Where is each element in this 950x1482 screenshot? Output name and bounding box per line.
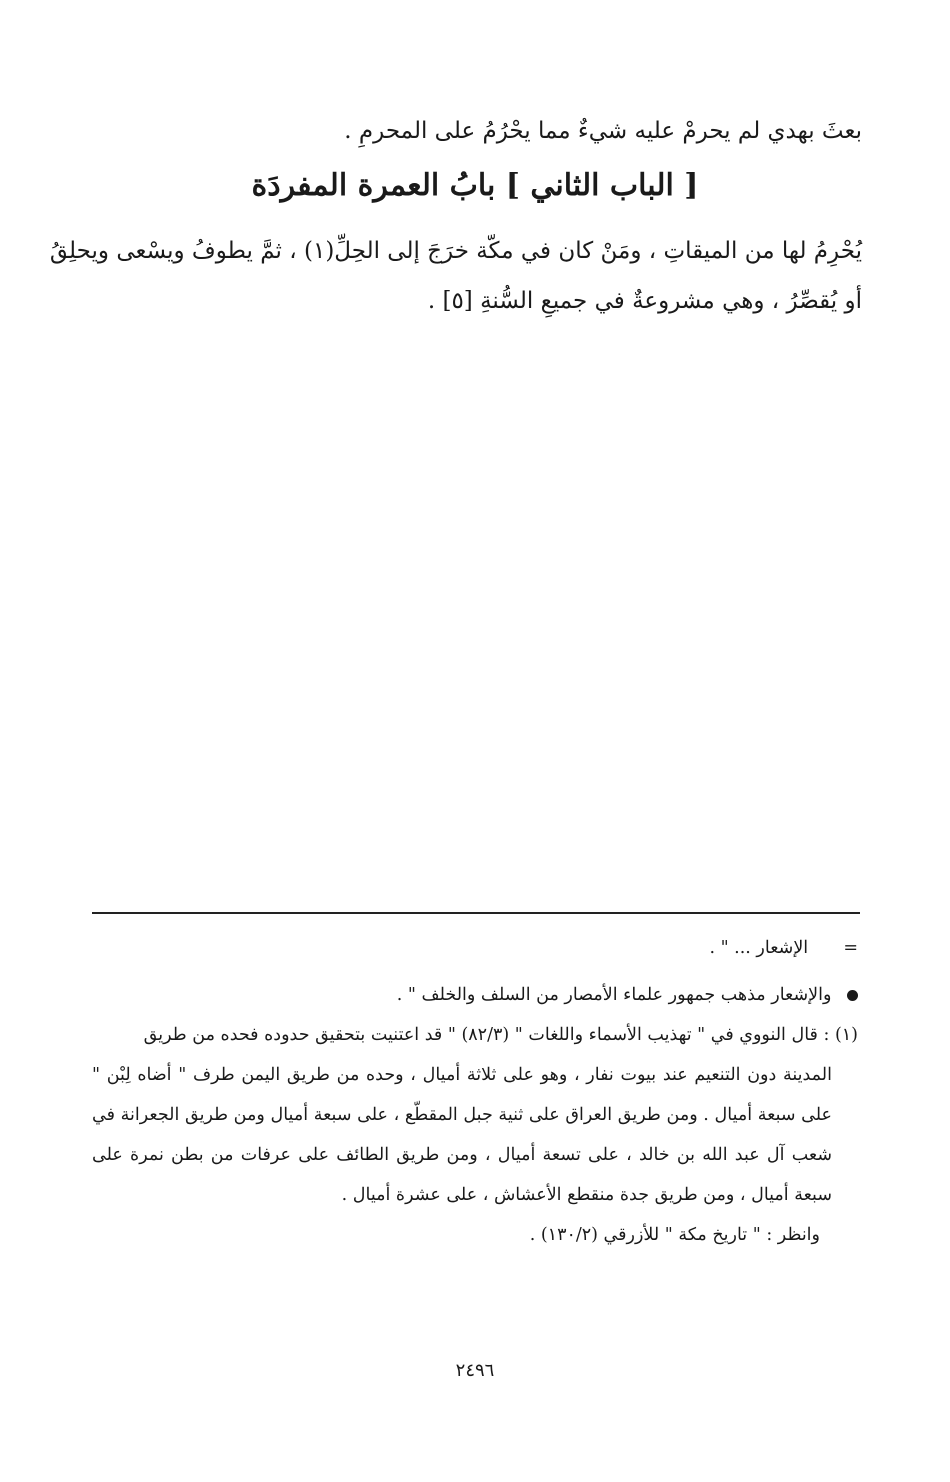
bullet-icon: [847, 990, 858, 1001]
section-heading: [ الباب الثاني ] بابُ العمرة المفردَة: [251, 168, 699, 203]
continuation-text: الإشعار ... " .: [709, 938, 809, 958]
footnote-1-label: (١): [834, 1025, 858, 1045]
footnote-1-line-3: على سبعة أميال . ومن طريق العراق على ثنية جبل المقطّع ، على سبعة أميال ومن طريق الجعرانة في: [92, 1105, 832, 1125]
footnote-1-text: : قال النووي في " تهذيب الأسماء واللغات " (٨٢/٣) " قد اعتنيت بتحقيق حدوده فحده من طريق: [143, 1025, 830, 1045]
footnote-continuation: [709, 938, 858, 958]
paragraph-line-2: أو يُقصِّرُ ، وهي مشروعةٌ في جميعِ السُّنةِ [٥] .: [427, 288, 862, 314]
footnote-1-line-2: المدينة دون التنعيم عند بيوت نفار ، وهو على ثلاثة أميال ، وحده من طريق اليمن طرف " أضاه لِبْن ": [92, 1065, 832, 1085]
footnote-1-line-5: سبعة أميال ، ومن طريق جدة منقطع الأعشاش ، على عشرة أميال .: [341, 1185, 832, 1205]
text-line-1: بعثَ بهدي لم يحرمْ عليه شيءٌ مما يحْرُمُ على المحرمِ .: [344, 118, 862, 144]
page-number: ٢٤٩٦: [455, 1360, 495, 1381]
paragraph-line-1: يُحْرِمُ لها من الميقاتِ ، ومَنْ كان في مكّة خرَجَ إلى الحِلِّ(١) ، ثمَّ يطوفُ ويسْعى ويحلِقُ: [49, 238, 862, 264]
footnote-1-line-4: شعب آل عبد الله بن خالد ، على تسعة أميال ، ومن طريق الطائف على عرفات من بطن نمرة على: [92, 1145, 832, 1165]
bullet-text: والإشعار مذهب جمهور علماء الأمصار من السلف والخلف " .: [396, 985, 832, 1005]
footnote-separator: [92, 912, 860, 914]
footnote-1-line-1: [92, 1025, 858, 1045]
continuation-marker: =: [843, 938, 858, 958]
footnote-1-line-6: وانظر : " تاريخ مكة " للأزرقي (١٣٠/٢) .: [529, 1225, 820, 1245]
footnote-bullet-line: [397, 985, 858, 1005]
